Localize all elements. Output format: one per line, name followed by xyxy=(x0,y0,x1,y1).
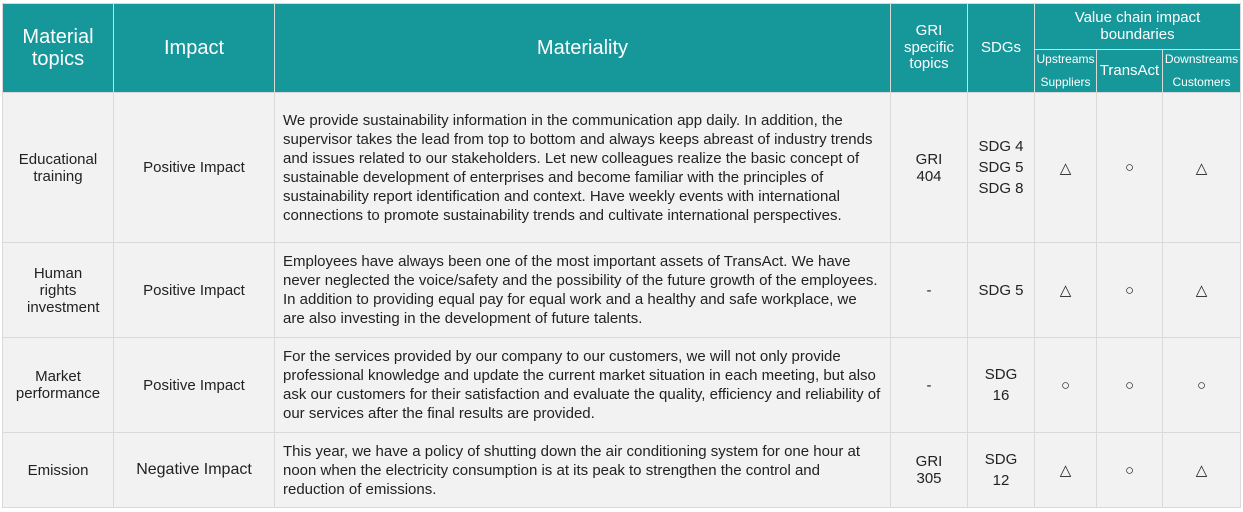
topic-cell: Human rights investment xyxy=(3,243,114,338)
impact-cell: Negative Impact xyxy=(114,433,275,508)
downstream-boundary-cell: ○ xyxy=(1163,338,1241,433)
sdgs-cell: SDG 12 xyxy=(968,433,1035,508)
downstream-boundary-cell: △ xyxy=(1163,433,1241,508)
upstream-boundary-cell: ○ xyxy=(1035,338,1097,433)
header-customers-label: Customers xyxy=(1172,75,1231,89)
gri-cell: - xyxy=(891,243,968,338)
header-upstreams xyxy=(1035,50,1097,93)
gri-cell: GRI 404 xyxy=(891,93,968,243)
impact-cell: Positive Impact xyxy=(114,243,275,338)
materiality-table xyxy=(2,3,1241,508)
header-sdgs: SDGs xyxy=(968,4,1035,93)
transact-boundary-cell: ○ xyxy=(1097,433,1163,508)
header-downstreams xyxy=(1163,50,1241,93)
sdgs-cell: SDG 4 SDG 5 SDG 8 xyxy=(968,93,1035,243)
topic-cell: Emission xyxy=(3,433,114,508)
transact-boundary-cell: ○ xyxy=(1097,338,1163,433)
header-gri-specific-topics: GRI specific topics xyxy=(891,4,968,93)
transact-boundary-cell: ○ xyxy=(1097,243,1163,338)
sdgs-cell: SDG 5 xyxy=(968,243,1035,338)
header-downstreams-label: Downstreams xyxy=(1164,51,1239,66)
materiality-cell: This year, we have a policy of shutting down the air conditioning system for one hour at noon when the electricity consumption is at its peak to strengthen the control and reduction of emissions. xyxy=(275,433,891,508)
upstream-boundary-cell: △ xyxy=(1035,243,1097,338)
upstream-boundary-cell: △ xyxy=(1035,93,1097,243)
table-row xyxy=(3,338,1241,433)
gri-cell: - xyxy=(891,338,968,433)
header-impact: Impact xyxy=(114,4,275,93)
header-upstreams-label: Upstreams xyxy=(1036,51,1095,66)
header-suppliers-label: Suppliers xyxy=(1040,75,1091,89)
table-row xyxy=(3,243,1241,338)
topic-cell: Educational training xyxy=(3,93,114,243)
upstream-boundary-cell: △ xyxy=(1035,433,1097,508)
table-row xyxy=(3,93,1241,243)
table-row xyxy=(3,433,1241,508)
header-value-chain: Value chain impact boundaries xyxy=(1035,4,1241,50)
header-transact: TransAct xyxy=(1097,50,1163,93)
materiality-cell: For the services provided by our company to our customers, we will not only provide professional knowledge and update the current market situation in each meeting, but also ask our customers for their satisfaction and evaluate the quality, efficiency and reliability of our services after the final results are provided. xyxy=(275,338,891,433)
impact-cell: Positive Impact xyxy=(114,338,275,433)
gri-cell: GRI 305 xyxy=(891,433,968,508)
materiality-cell: We provide sustainability information in the communication app daily. In addition, the supervisor takes the lead from top to bottom and always keeps abreast of industry trends and issues related to our stakeholders. Let new colleagues realize the basic concept of sustainable development of enterprises and become familiar with the principles of sustainability report identification and context. Have weekly events with international connections to promote sustainability trends and cultivate international perspectives. xyxy=(275,93,891,243)
header-material-topics: Material topics xyxy=(3,4,114,93)
impact-cell: Positive Impact xyxy=(114,93,275,243)
downstream-boundary-cell: △ xyxy=(1163,93,1241,243)
downstream-boundary-cell: △ xyxy=(1163,243,1241,338)
transact-boundary-cell: ○ xyxy=(1097,93,1163,243)
header-materiality: Materiality xyxy=(275,4,891,93)
topic-cell: Market performance xyxy=(3,338,114,433)
materiality-cell: Employees have always been one of the most important assets of TransAct. We have never neglected the voice/safety and the possibility of the future growth of the employees. In addition to providing equal pay for equal work and a healthy and safe workplace, we are also investing in the development of future talents. xyxy=(275,243,891,338)
sdgs-cell: SDG 16 xyxy=(968,338,1035,433)
